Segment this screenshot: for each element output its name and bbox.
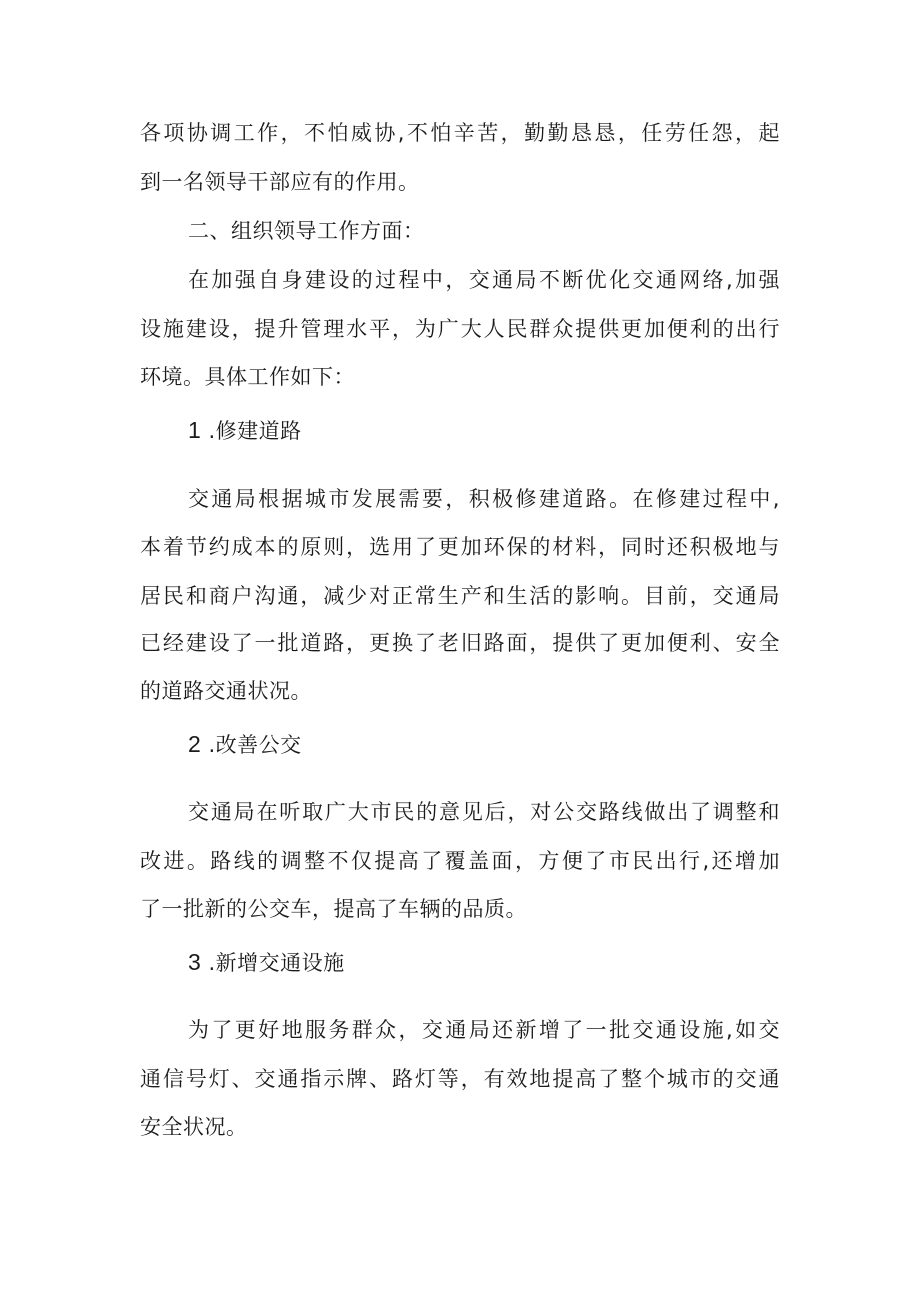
paragraph-line: 通信号灯、交通指示牌、路灯等，有效地提高了整个城市的交通 <box>140 1067 780 1091</box>
item-number: 1 <box>188 417 202 443</box>
paragraph-line: 在加强自身建设的过程中，交通局不断优化交通网络,加强 <box>188 268 780 292</box>
item-heading-1 <box>188 415 780 445</box>
paragraph-line: 已经建设了一批道路，更换了老旧路面，提供了更加便利、安全 <box>140 631 780 655</box>
paragraph-line: 居民和商户沟通，减少对正常生产和生活的影响。目前，交通局 <box>140 584 780 608</box>
item-title: .改善公交 <box>208 733 302 757</box>
paragraph-line: 交通局根据城市发展需要，积极修建道路。在修建过程中, <box>188 487 780 511</box>
paragraph-line: 本着节约成本的原则，选用了更加环保的材料，同时还积极地与 <box>140 535 780 559</box>
paragraph-line: 安全状况。 <box>140 1115 248 1139</box>
item-heading-2 <box>188 729 780 759</box>
item-title: .新增交通设施 <box>208 951 345 975</box>
paragraph-line: 环境。具体工作如下： <box>140 365 355 389</box>
section-heading: 二、组织领导工作方面： <box>188 219 425 243</box>
item-title: .修建道路 <box>208 419 302 443</box>
paragraph-line: 到一名领导干部应有的作用。 <box>140 170 420 194</box>
paragraph-line: 交通局在听取广大市民的意见后，对公交路线做出了调整和 <box>188 800 780 824</box>
paragraph-line: 了一批新的公交车，提高了车辆的品质。 <box>140 897 527 921</box>
item-number: 3 <box>188 949 202 975</box>
paragraph-line: 各项协调工作，不怕威协,不怕辛苦，勤勤恳恳，任劳任怨，起 <box>140 121 780 145</box>
paragraph-line: 为了更好地服务群众，交通局还新增了一批交通设施,如交 <box>188 1018 780 1042</box>
item-heading-3 <box>188 947 780 977</box>
paragraph-line: 设施建设，提升管理水平，为广大人民群众提供更加便利的出行 <box>140 317 780 341</box>
item-number: 2 <box>188 731 202 757</box>
paragraph-line: 改进。路线的调整不仅提高了覆盖面，方便了市民出行,还增加 <box>140 849 780 873</box>
paragraph-line: 的道路交通状况。 <box>140 679 312 703</box>
